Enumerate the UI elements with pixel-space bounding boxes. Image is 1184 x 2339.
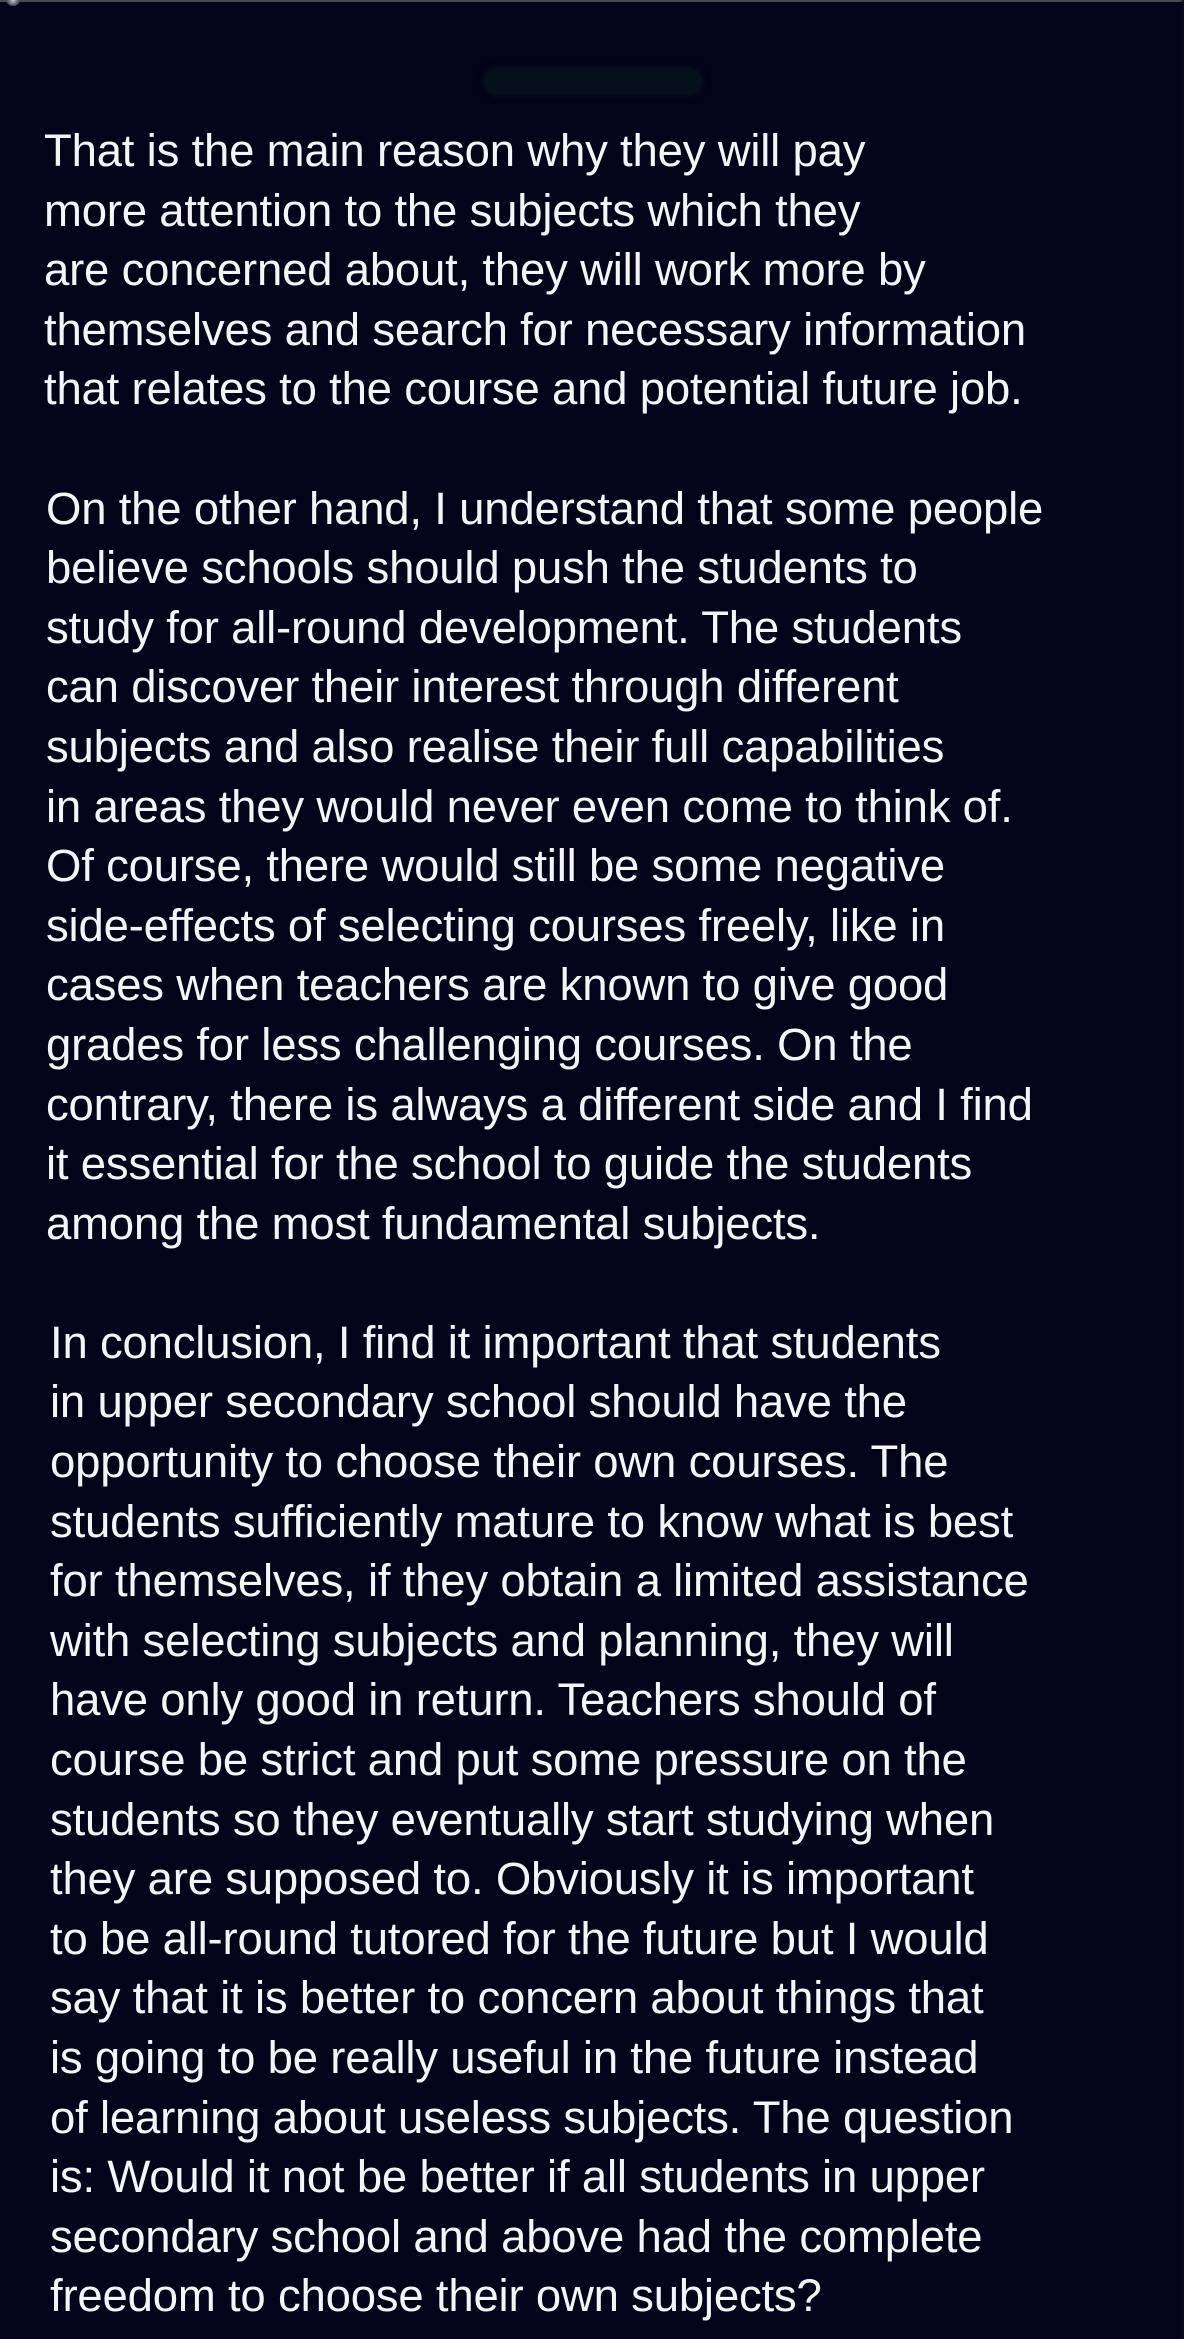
text-line: contrary, there is always a different side and I find — [46, 1078, 1033, 1130]
text-line: opportunity to choose their own courses. The — [50, 1436, 949, 1488]
text-line: believe schools should push the students to — [46, 542, 918, 594]
text-line: is going to be really useful in the future instead — [50, 2032, 979, 2083]
text-line: course be strict and put some pressure on the — [50, 1734, 967, 1786]
corner-glint — [6, 0, 20, 6]
text-line: say that it is better to concern about things that — [50, 1972, 984, 2024]
text-line: it essential for the school to guide the students — [46, 1138, 973, 1190]
text-line: have only good in return. Teachers should of — [50, 1674, 936, 1726]
text-line: themselves and search for necessary information — [44, 303, 1026, 355]
text-line: among the most fundamental subjects. — [46, 1197, 821, 1249]
text-line: can discover their interest through different — [46, 661, 899, 713]
text-line: subjects and also realise their full capabilities — [46, 720, 945, 772]
text-line: study for all-round development. The students — [46, 601, 962, 653]
text-line: in areas they would never even come to think of. — [46, 780, 1013, 832]
text-line: more attention to the subjects which they — [44, 184, 861, 236]
top-edge-divider — [0, 0, 1184, 2]
text-line: In conclusion, I find it important that students — [50, 1316, 941, 1368]
text-line: That is the main reason why they will pay — [44, 125, 866, 176]
text-line: they are supposed to. Obviously it is important — [50, 1853, 974, 1905]
essay-text — [44, 121, 1174, 2326]
text-line: is: Would it not be better if all students in upper — [50, 2151, 985, 2203]
text-line: are concerned about, they will work more by — [44, 244, 926, 296]
text-line: Of course, there would still be some negative — [46, 840, 945, 892]
paragraph-3 — [44, 1313, 1174, 2326]
text-line: students sufficiently mature to know what is best — [50, 1495, 1014, 1547]
text-line: for themselves, if they obtain a limited assistance — [50, 1555, 1029, 1607]
text-line: that relates to the course and potential future job. — [44, 363, 1023, 415]
text-line: On the other hand, I understand that some people — [46, 482, 1044, 534]
text-line: in upper secondary school should have the — [50, 1376, 907, 1428]
text-line: with selecting subjects and planning, they will — [50, 1614, 954, 1666]
text-line: freedom to choose their own subjects? — [50, 2270, 822, 2322]
paragraph-1 — [44, 121, 1174, 419]
text-line: grades for less challenging courses. On the — [46, 1018, 913, 1070]
text-line: of learning about useless subjects. The question — [50, 2091, 1014, 2143]
text-line: to be all-round tutored for the future but I would — [50, 1912, 989, 1964]
drag-handle[interactable] — [484, 68, 702, 95]
text-line: cases when teachers are known to give good — [46, 959, 949, 1011]
paragraph-2 — [44, 479, 1174, 1254]
text-line: side-effects of selecting courses freely, like in — [46, 899, 945, 951]
right-edge-shade — [1180, 0, 1184, 2339]
text-line: students so they eventually start studying when — [50, 1793, 995, 1845]
text-line: secondary school and above had the complete — [50, 2210, 983, 2262]
